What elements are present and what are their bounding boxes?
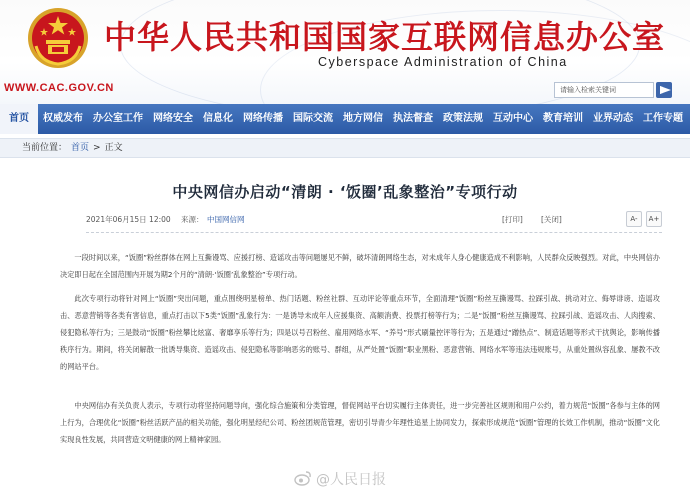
breadcrumb-home[interactable]: 首页: [71, 143, 90, 153]
breadcrumb: [0, 138, 690, 158]
article-divider: [86, 232, 662, 233]
article-meta: [0, 210, 690, 230]
breadcrumb-prefix: 当前位置：: [22, 143, 68, 153]
breadcrumb-current: 正文: [104, 143, 123, 153]
nav-item-office[interactable]: 办公室工作: [93, 113, 143, 124]
search-button[interactable]: [656, 82, 672, 98]
nav-item-local[interactable]: 地方网信: [343, 113, 383, 124]
national-emblem-icon: [26, 6, 90, 70]
font-increase-button[interactable]: A+: [646, 211, 662, 227]
article-paragraph: 中央网信办有关负责人表示，专项行动将坚持问题导向，强化综合施策和分类管理，督促网站平台切实履行主体责任，进一步完善社区规则和用户公约，着力规范“饭圈”各参与主体的网上行为，合理优化“饭圈”粉丝活跃产品的相关功能，强化明星经纪公司、粉丝团规范管理，密切引导青少年理性追星上协同发力，探索形成规范“饭圈”管理的长效工作机制，推动“饭圈”文化实现良性发展，共同营造文明健康的网上精神家园。: [60, 401, 660, 444]
article-paragraph: 一段时间以来，“饭圈”粉丝群体在网上互撕谩骂、应援打榜、造谣攻击等问题屡见不鲜，破坏清朗网络生态，对未成年人身心健康造成不利影响，人民群众反映强烈。对此，中央网信办决定即日起在全国范围内开展为期2个月的“清朗·‘饭圈’乱象整治”专项行动。: [60, 253, 660, 279]
close-link[interactable]: [关闭]: [541, 215, 562, 224]
nav-item-international[interactable]: 国际交流: [293, 113, 333, 124]
nav-item-security[interactable]: 网络安全: [153, 113, 193, 124]
nav-item-informatization[interactable]: 信息化: [203, 113, 233, 124]
nav-item-industry[interactable]: 业界动态: [593, 113, 633, 124]
nav-item-interaction[interactable]: 互动中心: [493, 113, 533, 124]
nav-item-policy[interactable]: 政策法规: [443, 113, 483, 124]
nav-item-enforcement[interactable]: 执法督查: [393, 113, 433, 124]
watermark: @人民日报: [316, 472, 386, 488]
font-decrease-button[interactable]: A-: [626, 211, 642, 227]
search-input[interactable]: 请输入检索关键词: [554, 82, 654, 98]
article-date: 2021年06月15日 12:00: [86, 215, 171, 224]
nav-item-authority[interactable]: 权威发布: [43, 113, 83, 124]
site-header: [0, 0, 690, 104]
nav-item-education[interactable]: 教育培训: [543, 113, 583, 124]
nav-item-topics[interactable]: 工作专题: [643, 113, 683, 124]
weibo-logo-icon: [294, 470, 312, 486]
nav-item-home[interactable]: 首页: [0, 104, 38, 134]
site-subtitle: Cyberspace Administration of China: [318, 55, 568, 69]
article-paragraph: 此次专项行动将针对网上“饭圈”突出问题，重点围绕明星榜单、热门话题、粉丝社群、互动评论等重点环节，全面清理“饭圈”粉丝互撕谩骂、拉踩引战、挑动对立、侮辱诽谤、造谣攻击、恶意营销等各类有害信息，重点打击以下5类“饭圈”乱象行为：一是诱导未成年人应援集资、高额消费、投票打榜等行为；二是“饭圈”粉丝互撕谩骂、拉踩引战、造谣攻击、人肉搜索、侵犯隐私等行为；三是鼓动“饭圈”粉丝攀比炫富、奢靡享乐等行为；四是以号召粉丝、雇用网络水军、“养号”形式刷量控评等行为；五是通过“蹭热点”、制造话题等形式干扰舆论，影响传播秩序行为。期间，将关闭解散一批诱导集资、造谣攻击、侵犯隐私等影响恶劣的账号、群组，从严处置“饭圈”职业黑粉、恶意营销、网络水军等违法违规账号，从重处置纵容乱象、屡教不改的网站平台。: [60, 294, 660, 371]
breadcrumb-separator: >: [93, 143, 101, 153]
main-nav: [0, 104, 690, 134]
print-link[interactable]: [打印]: [502, 215, 523, 224]
article-title: 中央网信办启动“清朗 · ‘饭圈’乱象整治”专项行动: [172, 183, 518, 201]
site-title: 中华人民共和国国家互联网信息办公室: [104, 18, 666, 56]
site-url[interactable]: WWW.CAC.GOV.CN: [4, 82, 114, 94]
nav-item-communication[interactable]: 网络传播: [243, 113, 283, 124]
article-source[interactable]: 中国网信网: [207, 215, 245, 224]
article-source-label: 来源：: [181, 215, 204, 224]
